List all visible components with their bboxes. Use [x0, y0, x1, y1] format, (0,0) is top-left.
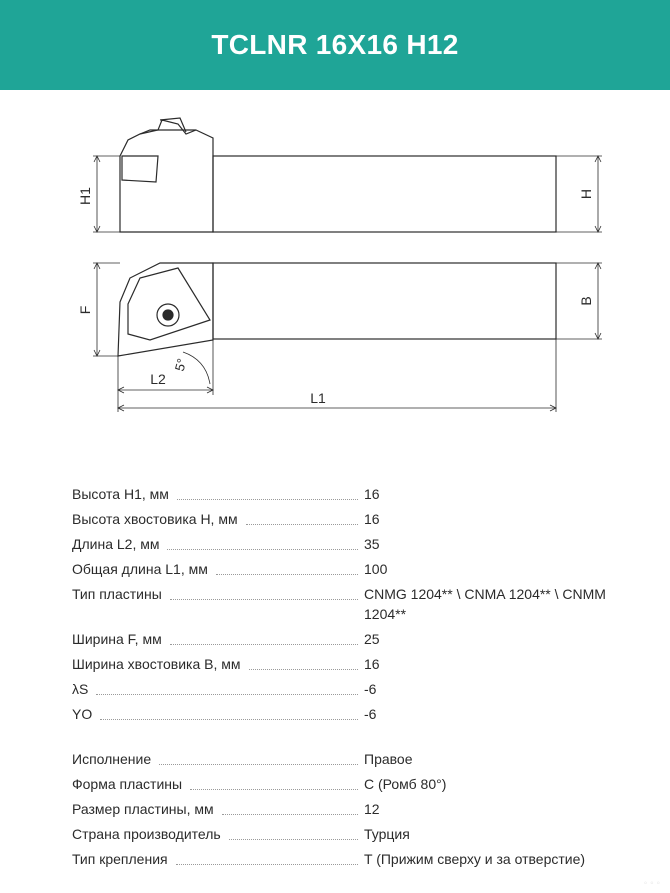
spec-row — [72, 704, 662, 724]
spec-label: Тип крепления — [72, 851, 168, 867]
spec-row — [72, 584, 662, 624]
spec-value: CNMG 1204** \ CNMA 1204** \ CNMM 1204** — [364, 586, 606, 622]
spec-row — [72, 654, 662, 674]
dot-leader — [170, 598, 358, 600]
spec-value: 100 — [364, 561, 388, 577]
dim-label-h: H — [578, 188, 594, 200]
spec-value: Правое — [364, 751, 413, 767]
spec-row — [72, 824, 662, 844]
spec-value: 16 — [364, 656, 380, 672]
dim-label-angle: 5° — [171, 356, 190, 373]
dim-label-l1: L1 — [310, 390, 326, 406]
spec-label-wrap — [72, 749, 364, 769]
dot-leader — [159, 763, 358, 765]
dot-leader — [176, 863, 358, 865]
spec-row — [72, 534, 662, 554]
dim-label-l2: L2 — [150, 371, 166, 387]
spec-label: Форма пластины — [72, 776, 183, 792]
tool-drawing — [0, 90, 670, 430]
top-view — [93, 263, 602, 412]
spec-value: 16 — [364, 511, 380, 527]
spec-group-properties — [72, 749, 662, 869]
dim-label-h1: H1 — [77, 187, 93, 205]
spec-row — [72, 774, 662, 794]
spec-label-wrap — [72, 849, 364, 869]
spec-value: 25 — [364, 631, 380, 647]
spec-value: 12 — [364, 801, 380, 817]
spec-group-dimensions — [72, 484, 662, 724]
spec-label-wrap — [72, 704, 364, 724]
spec-value: T (Прижим сверху и за отверстие) — [364, 851, 586, 867]
watermark: ◦ ◦ ◦ — [643, 878, 660, 889]
spec-label-wrap — [72, 584, 364, 604]
spec-row — [72, 749, 662, 769]
spec-label: Длина L2, мм — [72, 536, 160, 552]
spec-label-wrap — [72, 509, 364, 529]
dot-leader — [190, 788, 358, 790]
spec-label-wrap — [72, 559, 364, 579]
spec-label-wrap — [72, 824, 364, 844]
spec-row — [72, 849, 662, 869]
spec-label: Страна производитель — [72, 826, 221, 842]
spec-label: Тип пластины — [72, 586, 162, 602]
dot-leader — [222, 813, 358, 815]
dot-leader — [100, 718, 358, 720]
spec-row — [72, 484, 662, 504]
spec-row — [72, 679, 662, 699]
spec-label: Исполнение — [72, 751, 152, 767]
header-bar — [0, 0, 670, 90]
dot-leader — [170, 643, 358, 645]
spec-label-wrap — [72, 534, 364, 554]
spec-label-wrap — [72, 654, 364, 674]
spec-row — [72, 629, 662, 649]
spec-label-wrap — [72, 629, 364, 649]
spec-value: C (Ромб 80°) — [364, 776, 447, 792]
spec-label-wrap — [72, 774, 364, 794]
spec-label-wrap — [72, 799, 364, 819]
spec-table — [72, 484, 662, 874]
dim-label-b: B — [578, 296, 594, 306]
dot-leader — [229, 838, 358, 840]
spec-label: Ширина F, мм — [72, 631, 162, 647]
dot-leader — [167, 548, 358, 550]
spec-value: Турция — [364, 826, 410, 842]
spec-label: Общая длина L1, мм — [72, 561, 208, 577]
spec-value: 16 — [364, 486, 380, 502]
side-view — [93, 118, 602, 232]
spec-label: Ширина хвостовика B, мм — [72, 656, 241, 672]
dot-leader — [96, 693, 358, 695]
spec-label: Размер пластины, мм — [72, 801, 214, 817]
spec-label: Высота хвостовика H, мм — [72, 511, 238, 527]
dim-label-f: F — [77, 305, 93, 315]
spec-row — [72, 559, 662, 579]
dot-leader — [216, 573, 358, 575]
dot-leader — [177, 498, 358, 500]
spec-label: YO — [72, 706, 93, 722]
spec-label-wrap — [72, 484, 364, 504]
spec-label: λS — [72, 681, 89, 697]
page-title: TCLNR 16X16 H12 — [211, 29, 459, 60]
spec-row — [72, 509, 662, 529]
spec-value: -6 — [364, 681, 377, 697]
spec-label: Высота H1, мм — [72, 486, 169, 502]
dot-leader — [249, 668, 358, 670]
spec-label-wrap — [72, 679, 364, 699]
spec-value: -6 — [364, 706, 377, 722]
spec-value: 35 — [364, 536, 380, 552]
dot-leader — [246, 523, 358, 525]
spec-row — [72, 799, 662, 819]
